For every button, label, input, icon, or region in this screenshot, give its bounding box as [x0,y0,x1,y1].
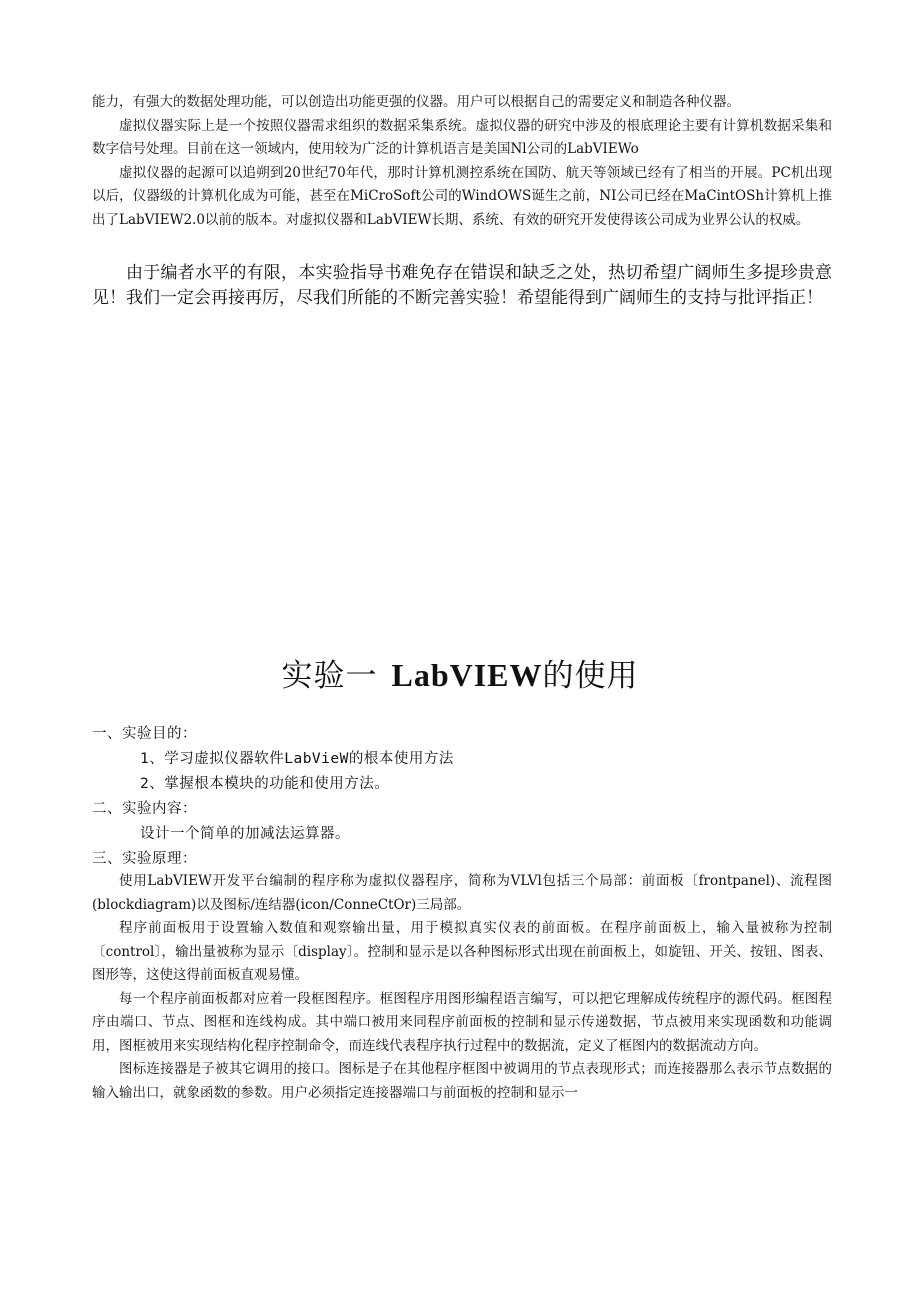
section-3-heading: 三、实验原理： [92,851,197,867]
chapter-title-latin: LabVIEW [391,657,543,693]
principle-paragraph-1: 使用LabVIEW开发平台编制的程序称为虚拟仪器程序，简称为VLVl包括三个局部：前面板〔frontpanel)、流程图(blockdiagram)以及图标/连结器(icon/ConneCtOr)三局部。 [92,873,832,913]
intro-paragraph-3: 虚拟仪器的起源可以追朔到20世纪70年代，那时计算机测控系统在国防、航天等领域已经有了相当的开展。PC机出现以后，仪器级的计算机化成为可能，甚至在MiCroSoft公司的WindOWS诞生之前，NI公司已经在MaCintOSh计算机上推出了LabVIEW2.0以前的版本。对虚拟仪器和LabVIEW长期、系统、有效的研究开发使得该公司成为业界公认的权威。 [92,164,832,228]
principle-block [92,870,832,1105]
preface-block [92,261,832,311]
principle-paragraph-4: 图标连接器是子被其它调用的接口。图标是子在其他程序框图中被调用的节点表现形式；而连接器那么表示节点数据的输入输出口，就象函数的参数。用户必须指定连接器端口与前面板的控制和显示一 [92,1061,832,1101]
section-1-item-1: 1、学习虚拟仪器软件LabVieW的根本使用方法 [140,751,454,767]
chapter-title-prefix: 实验一 [281,658,378,694]
section-1-heading: 一、实验目的： [92,726,197,742]
sections-block [92,722,832,872]
chapter-title-suffix: 的使用 [542,658,639,694]
intro-paragraph-1: 能力，有强大的数据处理功能，可以创造出功能更强的仪器。用户可以根据自己的需要定义和制造各种仪器。 [92,94,740,110]
principle-paragraph-2: 程序前面板用于设置输入数值和观察输出量，用于模拟真实仪表的前面板。在程序前面板上，输入量被称为控制〔control〕，输出量被称为显示〔display〕。控制和显示是以各种图标形式出现在前面板上，如旋钮、开关、按钮、图表、图形等，这使这得前面板直观易懂。 [92,920,832,983]
intro-paragraph-2: 虚拟仪器实际上是一个按照仪器需求组织的数据采集系统。虚拟仪器的研究中涉及的根底理论主要有计算机数据采集和数字信号处理。目前在这一领域内，使用较为广泛的计算机语言是美国Nl公司的LabVIEWo [92,117,832,157]
intro-block [92,91,832,232]
section-1-item-2: 2、掌握根本模块的功能和使用方法。 [140,776,390,792]
chapter-title [0,650,920,695]
preface-paragraph: 由于编者水平的有限，本实验指导书难免存在错误和缺乏之处，热切希望广阔师生多提珍贵意见！我们一定会再接再厉，尽我们所能的不断完善实验！希望能得到广阔师生的支持与批评指正！ [92,263,832,308]
section-2-text: 设计一个简单的加减法运算器。 [140,826,350,842]
section-2-heading: 二、实验内容： [92,801,197,817]
principle-paragraph-3: 每一个程序前面板都对应着一段框图程序。框图程序用图形编程语言编写，可以把它理解成传统程序的源代码。框图程序由端口、节点、图框和连线构成。其中端口被用来同程序前面板的控制和显示传递数据，节点被用来实现函数和功能调用，图框被用来实现结构化程序控制命令，而连线代表程序执行过程中的数据流，定义了框图内的数据流动方向。 [92,990,832,1054]
